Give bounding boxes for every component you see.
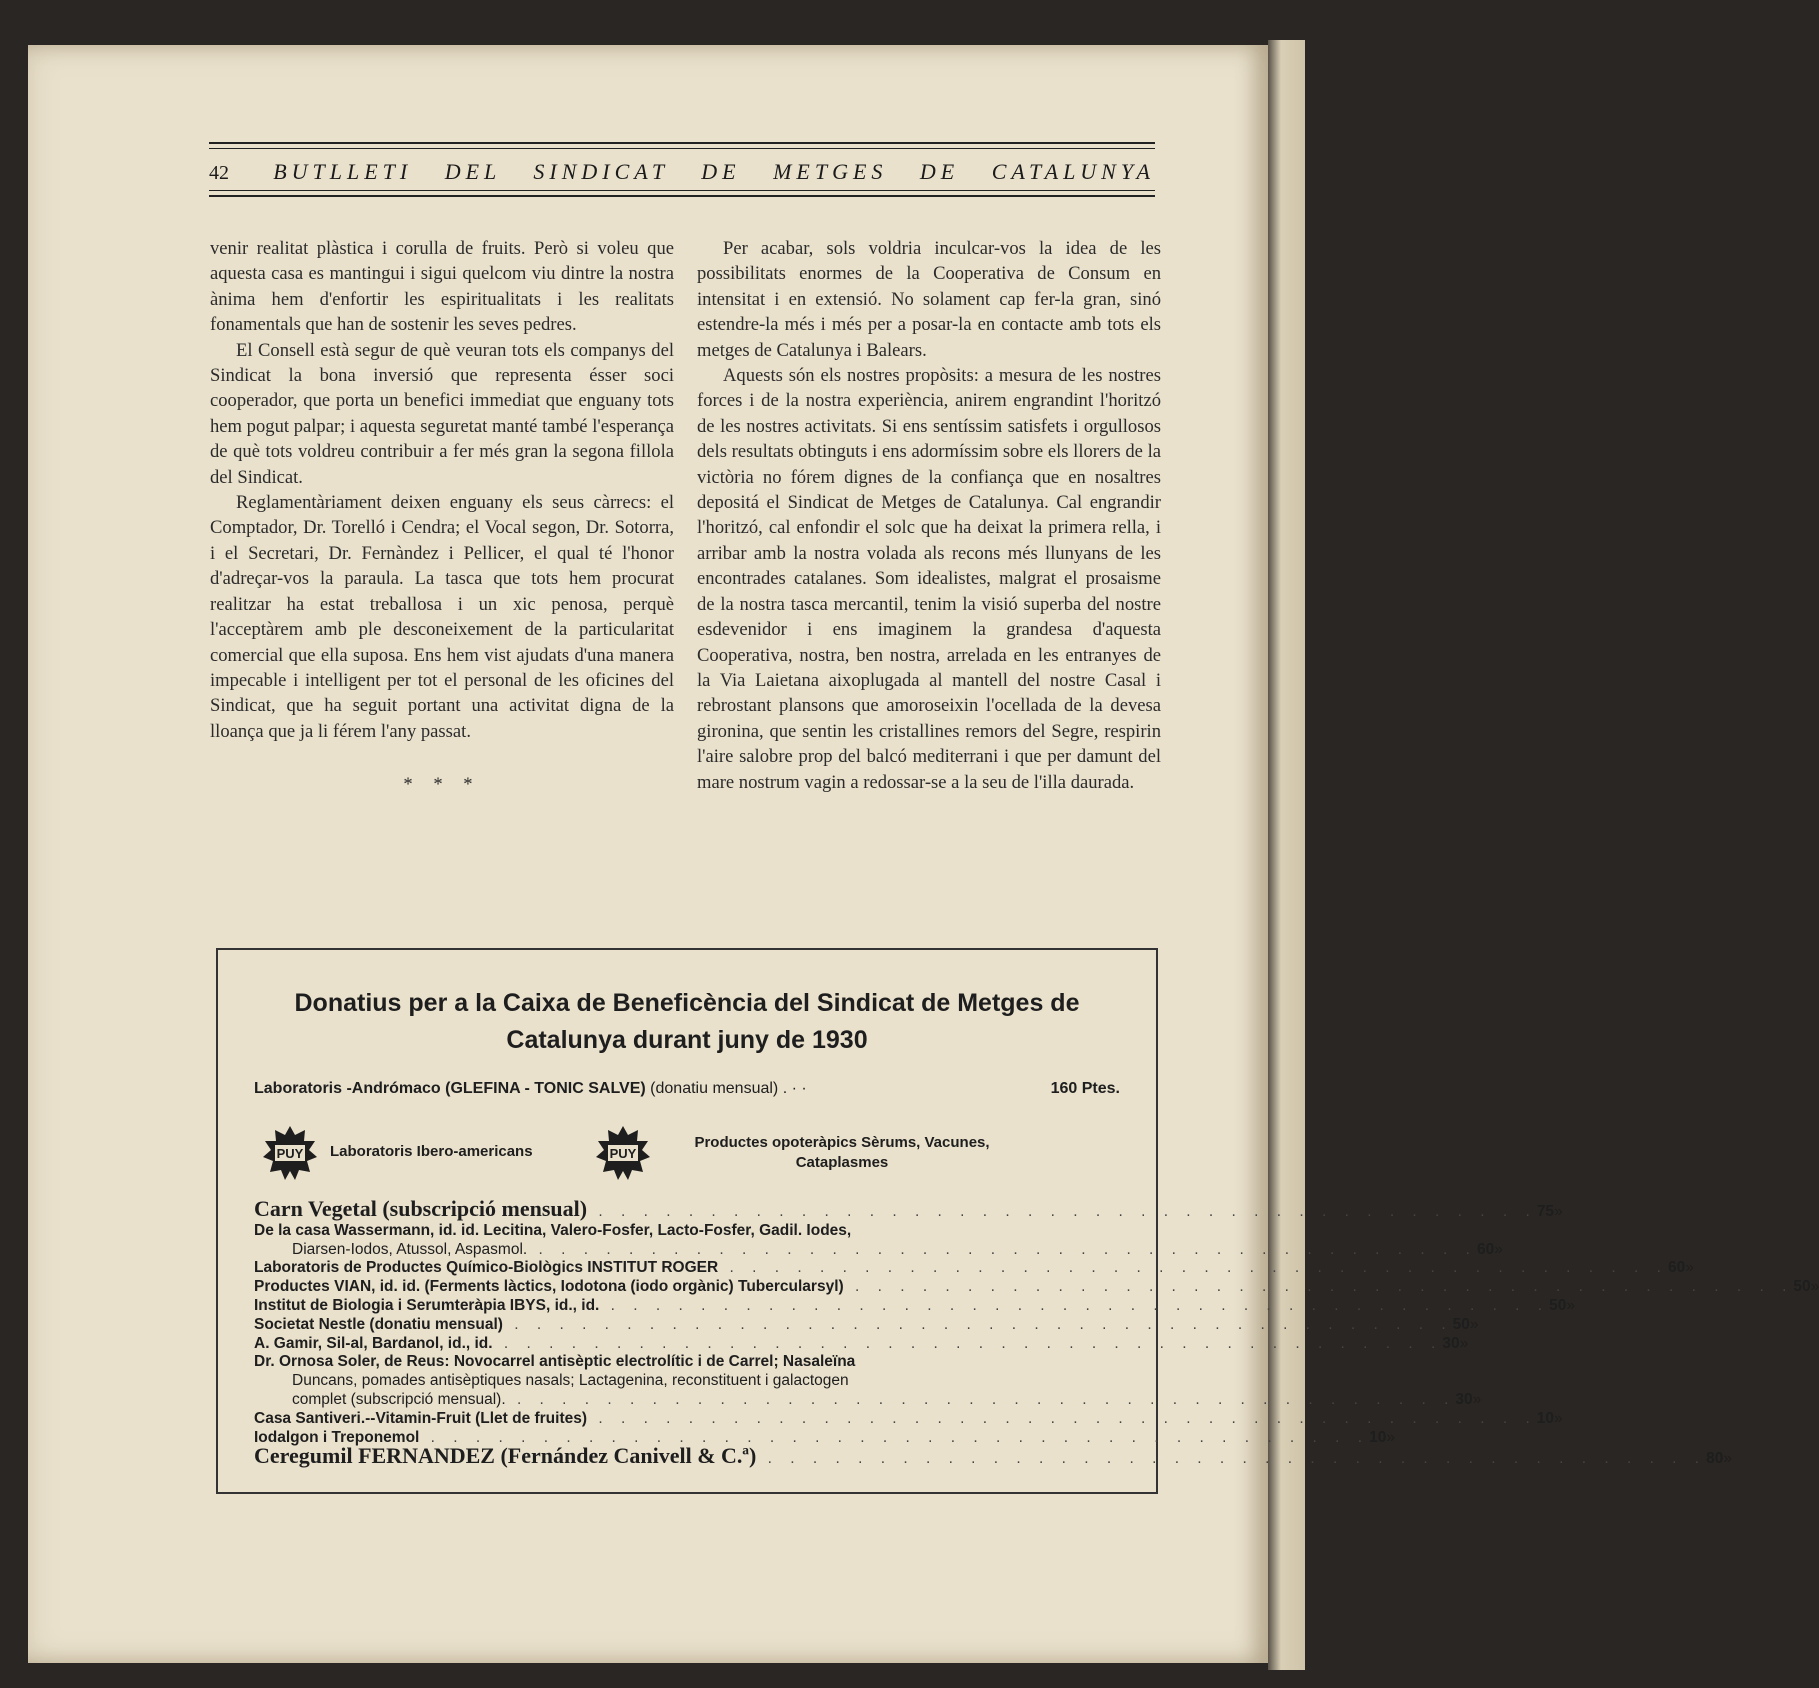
donation-description (254, 1391, 1455, 1410)
puy-label-right (662, 1133, 1022, 1173)
donation-unit: » (1566, 1296, 1575, 1314)
first-donation-label: Laboratoris -Andrómaco (GLEFINA - TONIC SALVE) (254, 1080, 646, 1097)
donation-unit: » (1469, 1315, 1479, 1333)
donation-entry (254, 1334, 1469, 1354)
donation-entry (254, 1315, 1479, 1335)
first-donation-entry (254, 1080, 1120, 1098)
donation-entry (254, 1278, 1819, 1297)
leader-dots: . . . . . . . . . . . . . . . . . . . . . . . . . . . . . . . . . . . . . . . . . . (587, 1203, 1537, 1220)
puy-label-right-line-2: Cataplasmes (795, 1154, 889, 1171)
donation-amount: 75 (1536, 1203, 1555, 1220)
donation-entry (254, 1259, 1694, 1278)
donation-description (254, 1259, 1668, 1278)
puy-logo-icon (262, 1125, 318, 1181)
puy-logo-text: PUY (276, 1146, 304, 1161)
donation-text: Diarsen-Iodos, Atussol, Aspasmol. (292, 1240, 528, 1258)
left-paragraph-2: El Consell està segur de què veuran tots els companys del Sindicat la bona inversió que representa ésser soci cooperador, que porta un benefici immediat que enguany tots hem pogut palpar; i aquesta seguretat manté també l'esperança de què tots voldreu contribuir a fer més gran la segona fillola del Sindicat. (210, 339, 674, 488)
donation-text: Productes VIAN, id. id. (Ferments làctics, Iodotona (iodo orgànic) Tubercularsyl) (254, 1278, 844, 1296)
donation-line (254, 1315, 1479, 1335)
leader-dots: . . . . . . . . . . . . . . . . . . . . . . . . . . . . . . . . . . . . . . . . . . (502, 1315, 1453, 1333)
donation-amount: 50 (1793, 1278, 1811, 1296)
donation-entry (254, 1296, 1575, 1316)
running-header (209, 142, 1155, 202)
puy-advert (262, 1125, 1122, 1185)
donation-entry (254, 1221, 1503, 1260)
left-column (210, 236, 674, 798)
header-rule-top (209, 142, 1155, 144)
leader-dots: . . . . . . . . . . . . . . . . . . . . . . . . . . . . . . . . . . . . . . . . . . (419, 1428, 1370, 1446)
donation-amount: 60 (1476, 1240, 1495, 1258)
donation-description (254, 1297, 1549, 1316)
donation-text: De la casa Wassermann, id. id. Lecitina, Valero-Fosfer, Lacto-Fosfer, Gadil. Iodes, (254, 1221, 852, 1239)
donations-title: Donatius per a la Caixa de Beneficència del Sindicat de Metges de Catalunya durant juny de 1930 (294, 989, 1080, 1054)
donation-unit: » (1685, 1259, 1694, 1277)
donation-line (254, 1443, 1732, 1469)
donation-line (254, 1278, 1819, 1297)
donation-description (254, 1410, 1537, 1429)
donation-line (254, 1353, 1134, 1372)
first-donation-note: (donatiu mensual) (650, 1080, 779, 1097)
donation-description (254, 1316, 1453, 1335)
right-paragraph-1: Per acabar, sols voldria inculcar-vos la idea de les possibilitats enormes de la Cooperativa de Consum en intensitat i en extensió. No solament cap fer-la gran, sinó estendre-la més i més per a posar-la en contacte amb tots els metges de Catalunya i Balears. (697, 238, 1161, 361)
donation-line (254, 1222, 1134, 1241)
header-rule-bottom (209, 195, 1155, 197)
donation-amount: 30 (1442, 1334, 1460, 1352)
donation-unit: » (1723, 1450, 1732, 1468)
donation-text: Iodalgon i Treponemol (254, 1428, 420, 1446)
first-donation-dots: . · · (782, 1080, 807, 1097)
donation-description (254, 1372, 1048, 1391)
donation-amount: 50 (1452, 1315, 1470, 1333)
donation-text: Casa Santiveri.--Vitamin-Fruit (Llet de fruites) (254, 1409, 588, 1427)
page-number: 42 (209, 162, 229, 184)
donation-text: complet (subscripció mensual). (292, 1390, 506, 1408)
donation-amount: 10 (1536, 1409, 1555, 1427)
donation-amount: 10 (1369, 1428, 1387, 1446)
donation-entry (254, 1353, 1482, 1409)
section-separator: * * * (403, 774, 481, 796)
header-rule-top-thin (209, 148, 1155, 149)
donation-unit: » (1386, 1428, 1395, 1446)
donation-line (254, 1409, 1563, 1429)
donation-line (254, 1296, 1575, 1316)
donation-entry (254, 1196, 1563, 1222)
leader-dots: . . . . . . . . . . . . . . . . . . . . . . . . . . . . . . . . . . . . . . . . . . (599, 1296, 1550, 1314)
donation-text: A. Gamir, Sil-al, Bardanol, id., id. (254, 1334, 493, 1352)
donation-description (254, 1353, 1048, 1372)
puy-label-left: Laboratoris Ibero-americans (330, 1143, 533, 1160)
donation-text: Dr. Ornosa Soler, de Reus: Novocarrel antisèptic electrolític i de Carrel; Nasaleïna (254, 1353, 856, 1371)
donations-list (254, 1196, 1819, 1469)
donation-unit: » (1459, 1334, 1469, 1352)
leader-dots: . . . . . . . . . . . . . . . . . . . . . . . . . . . . . . . . . . . . . . . . . . (505, 1390, 1456, 1408)
donation-text: Ceregumil FERNANDEZ (Fernández Canivell & C.ª) (254, 1443, 757, 1469)
first-donation-text (254, 1080, 807, 1098)
header-rule-bottom-thin (209, 190, 1155, 191)
donation-amount: 30 (1455, 1390, 1473, 1408)
leader-dots: . . . . . . . . . . . . . . . . . . . . . . . . . . . . . . . . . . . . . . . . . . (492, 1334, 1443, 1352)
donation-line (254, 1334, 1469, 1354)
donation-unit: » (1554, 1203, 1563, 1220)
donation-line (254, 1259, 1694, 1278)
right-column (697, 236, 1161, 795)
donation-text: Institut de Biologia i Serumteràpia IBYS, id., id. (254, 1296, 600, 1314)
donation-line (254, 1196, 1563, 1222)
right-paragraph-2: Aquests són els nostres propòsits: a mesura de les nostres forces i de la nostra experiència, anirem engrandint l'horitzó de les nostres activitats. Si ens sentíssim satisfets i orgullosos dels resultats obtinguts i ens adormíssim sobre els llorers de la victòria no fórem dignes de la confiança que en nosaltres depositá el Sindicat de Metges de Catalunya. Cal engrandir l'horitzó, cal enfondir el solc que ha deixat la primera rella, i arribar amb la nostra volada als recons més llunyans de les encontrades catalanes. Som idealistes, malgrat el prosaisme de la nostra tasca mercantil, tenim la visió superba del nostre esdevenidor i ens imaginem la grandesa d'aquesta Cooperativa, nostra, ben nostra, arrelada en les entranyes de la Via Laietana aixoplugada al mantell del nostre Casal i rebrostant plansons que amoroseixin l'ocellada de la devesa gironina, que sentin les cristallines remors del Segre, respirin l'aire salobre prop del balcó mediterrani i que per damunt del mare nostrum vagin a redossar-se a la seu de l'illa daurada. (697, 365, 1161, 793)
donation-entry (254, 1409, 1563, 1429)
running-title: BUTLLETI DEL SINDICAT DE METGES DE CATALUNYA (273, 159, 1155, 184)
left-paragraph-3: Reglamentàriament deixen enguany els seus càrrecs: el Comptador, Dr. Torelló i Cendra; el Vocal segon, Dr. Sotorra, i el Secretari, Dr. Fernàndez i Pellicer, el qual té l'honor d'adreçar-vos la paraula. La tasca que tots hem procurat realitzar ha estat treballosa i un xic penosa, perquè l'acceptàrem amb ple desconeixement de la particularitat comercial que ella suposa. Ens hem vist ajudats d'una manera impecable i intelligent per tot el personal de les oficines del Sindicat, que ha seguit portant una activitat digna de la lloança que ja li férem l'any passat. (210, 492, 674, 742)
donation-text: Duncans, pomades antisèptiques nasals; Lactagenina, reconstituent i galactogen (292, 1372, 849, 1390)
donation-text: Laboratoris de Productes Químico-Biològics INSTITUT ROGER (254, 1259, 719, 1277)
donation-text: Carn Vegetal (subscripció mensual) (254, 1196, 588, 1221)
donation-description (254, 1222, 1048, 1241)
donation-description (254, 1335, 1442, 1354)
leader-dots: . . . . . . . . . . . . . . . . . . . . . . . . . . . . . . . . . . . . . . . . . . (587, 1409, 1537, 1427)
leader-dots: . . . . . . . . . . . . . . . . . . . . . . . . . . . . . . . . . . . . . . . . . . (718, 1259, 1668, 1277)
leader-dots: . . . . . . . . . . . . . . . . . . . . . . . . . . . . . . . . . . . . . . . . . . (843, 1278, 1794, 1296)
header-row (209, 159, 1155, 185)
first-donation-amount: 160 Ptes. (1050, 1080, 1120, 1097)
leader-dots: . . . . . . . . . . . . . . . . . . . . . . . . . . . . . . . . . . . . . . . . . . (527, 1240, 1477, 1258)
donation-amount: 80 (1706, 1450, 1724, 1468)
donation-description (254, 1196, 1537, 1222)
puy-label-right-line-1: Productes opoteràpics Sèrums, Vacunes, (694, 1134, 990, 1151)
donation-description (254, 1241, 1477, 1260)
donation-line (254, 1372, 1134, 1391)
donation-unit: » (1810, 1278, 1819, 1296)
leader-dots: . . . . . . . . . . . . . . . . . . . . . . . . . . . . . . . . . . . . . . . . . . (756, 1450, 1707, 1468)
donation-line (254, 1390, 1482, 1410)
donation-entry (254, 1443, 1732, 1469)
donation-line (254, 1240, 1503, 1260)
donation-unit: » (1554, 1409, 1563, 1427)
left-paragraph-1: venir realitat plàstica i corulla de fruits. Però si voleu que aquesta casa es mantingui i sigui quelcom viu dintre la nostra ànima hem d'enfortir les espiritualitats i les realitats fonamentals que han de sostenir les seves pedres. (210, 238, 674, 336)
donation-unit: » (1494, 1240, 1503, 1258)
donation-amount: 50 (1549, 1296, 1567, 1314)
donations-box (216, 948, 1819, 1494)
donation-unit: » (1472, 1390, 1482, 1408)
donation-amount: 60 (1667, 1259, 1686, 1277)
donation-description (254, 1443, 1707, 1469)
donation-text: Societat Nestle (donatiu mensual) (254, 1315, 503, 1333)
puy-logo-icon-2 (595, 1125, 651, 1181)
puy-logo-text-2: PUY (609, 1146, 637, 1161)
donation-description (254, 1278, 1793, 1297)
